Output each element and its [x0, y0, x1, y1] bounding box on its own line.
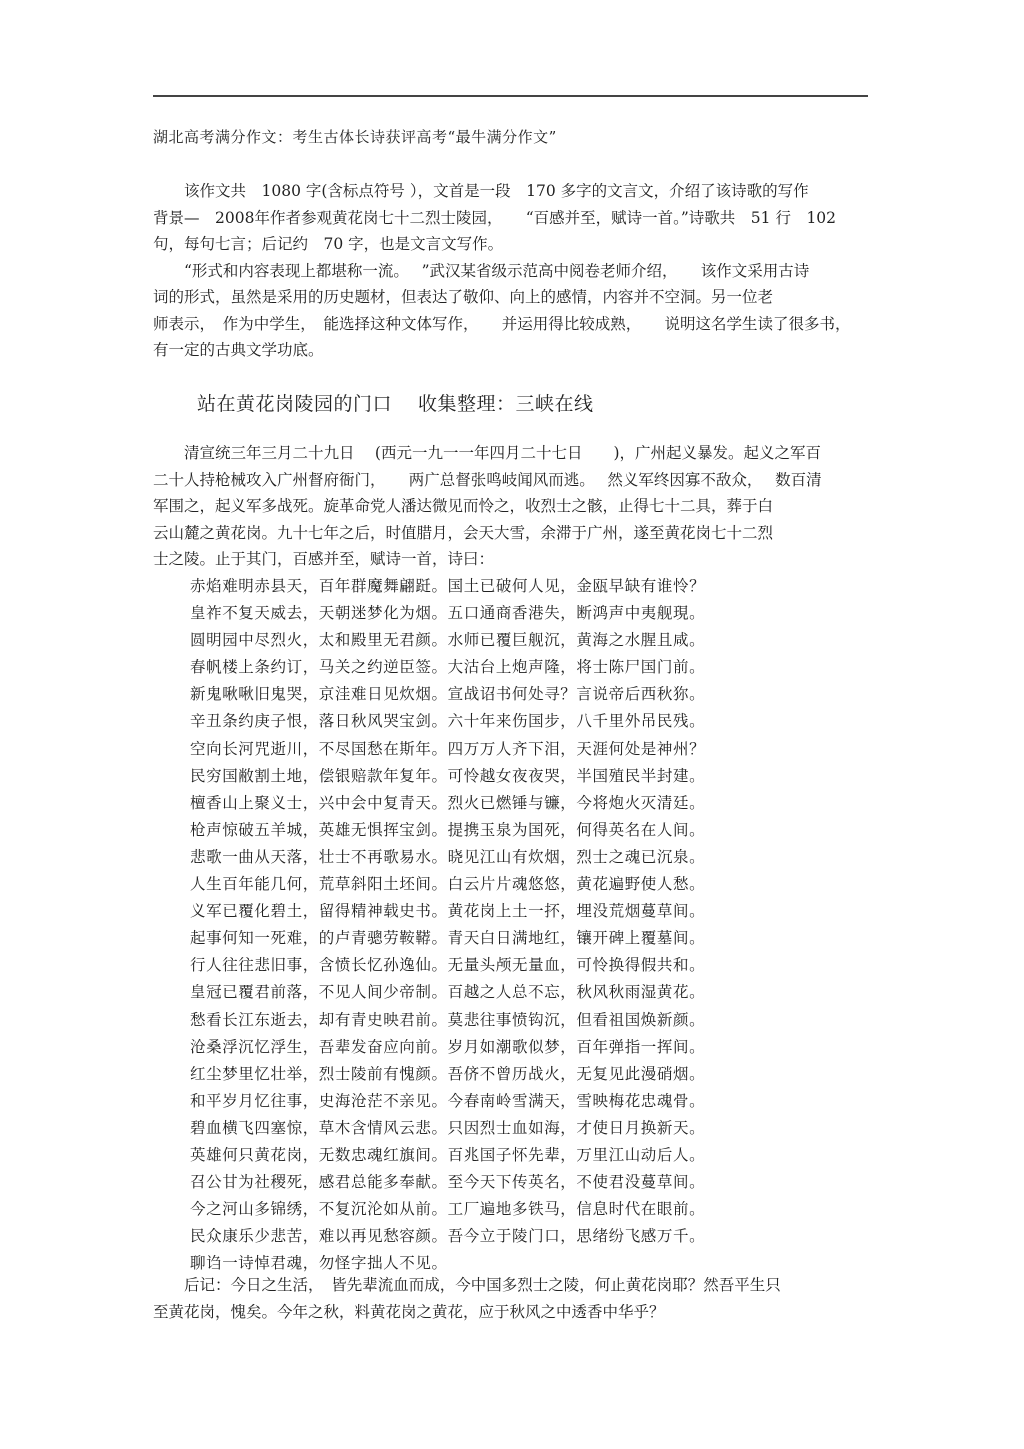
- text-line: 云山麓之黄花岗。九十七年之后，时值腊月，会天大雪，余滞于广州，遂至黄花岗七十二烈: [153, 523, 774, 542]
- document-title: 湖北高考满分作文：考生古体长诗获评高考“最牛满分作文”: [153, 128, 557, 146]
- text-line: 军围之，起义军多战死。旋革命党人潘达微见而怜之，收烈士之骸，止得七十二具，葬于白: [153, 497, 774, 516]
- poem-line: 碧血横飞四塞惊，草木含情风云悲。只因烈士血如海，才使日月换新天。: [190, 1118, 706, 1137]
- poem-line: 悲歌一曲从天落，壮士不再歌易水。晓见江山有炊烟，烈士之魂已沉泉。: [190, 847, 706, 866]
- text-line: 句，每句七言；后记约 70 字，也是文言文写作。: [153, 235, 504, 253]
- poem-line: 民穷国敝割土地，偿银赔款年复年。可怜越女夜夜哭，半国殖民半封建。: [190, 766, 706, 785]
- poem-line: 春帆楼上条约订，马关之约逆臣签。大沽台上炮声隆，将士陈尸国门前。: [190, 658, 706, 677]
- poem-line: 红尘梦里忆壮举，烈士陵前有愧颜。吾侪不曾历战火，无复见此漫硝烟。: [190, 1064, 706, 1083]
- poem-line: 和平岁月忆往事，史海沧茫不亲见。今春南岭雪满天，雪映梅花忠魂骨。: [190, 1091, 706, 1110]
- poem-line: 空向长河咒逝川，不尽国愁在斯年。四万万人齐下泪，天涯何处是神州？: [190, 739, 706, 758]
- text-line: 有一定的古典文学功底。: [153, 341, 324, 359]
- text-line: 师表示， 作为中学生， 能选择这种文体写作， 并运用得比较成熟， 说明这名学生读了很多书，: [153, 314, 851, 333]
- poem-line: 辛丑条约庚子恨，落日秋风哭宝剑。六十年来伤国步，八千里外吊民残。: [190, 712, 706, 731]
- text-line: 士之陵。止于其门，百感并至，赋诗一首，诗曰：: [153, 550, 495, 569]
- text-line: 二十人持枪械攻入广州督府衙门， 两广总督张鸣岐闻风而逃。 然义军终因寡不敌众， 数百清: [153, 470, 822, 489]
- poem-line: 今之河山多锦绣，不复沉沦如从前。工厂遍地多铁马，信息时代在眼前。: [190, 1200, 706, 1219]
- text-line: 背景— 2008年作者参观黄花岗七十二烈士陵园， “百感并至，赋诗一首。”诗歌共 51 行 102: [153, 208, 837, 227]
- poem-line: 起事何知一死难，的卢青骢劳鞍鞯。青天白日满地红，镶开碑上覆墓间。: [190, 929, 706, 948]
- text-line: 词的形式，虽然是采用的历史题材，但表达了敬仰、向上的感情，内容并不空洞。另一位老: [153, 288, 774, 306]
- text-line: 至黄花岗，愧矣。今年之秋，料黄花岗之黄花，应于秋风之中透香中华乎？: [153, 1303, 665, 1321]
- poem-heading: 站在黄花岗陵园的门口 收集整理：三峡在线: [197, 393, 594, 415]
- poem-line: 檀香山上聚义士，兴中会中复青天。烈火已燃锤与镰，今将炮火灭清廷。: [190, 793, 706, 812]
- poem-line: 新鬼啾啾旧鬼哭，京洼难日见炊烟。宣战诏书何处寻？言说帝后西秋狝。: [190, 685, 706, 704]
- poem-body: [190, 573, 705, 1277]
- poem-line: 聊诌一诗悼君魂，勿怪字拙人不见。: [190, 1254, 448, 1273]
- poem-line: 人生百年能几何，荒草斜阳土坯间。白云片片魂悠悠，黄花遍野使人愁。: [190, 875, 706, 894]
- poem-line: 英雄何只黄花岗，无数忠魂红旗间。百兆国子怀先辈，万里江山动后人。: [190, 1145, 706, 1164]
- poem-line: 圆明园中尽烈火，太和殿里无君颜。水师已覆巨舰沉，黄海之水腥且咸。: [190, 631, 706, 650]
- intro-section: [153, 178, 873, 364]
- text-line: “形式和内容表现上都堪称一流。 ”武汉某省级示范高中阅卷老师介绍， 该作文采用古诗: [153, 261, 810, 280]
- preface-section: [153, 440, 873, 573]
- postscript-section: [153, 1272, 873, 1326]
- text-line: 清宣统三年三月二十九日 (西元一九一一年四月二十七日 )，广州起义暴发。起义之军百: [153, 444, 822, 462]
- poem-line: 赤焰难明赤县天，百年群魔舞翩跹。国土已破何人见，金瓯早缺有谁怜？: [190, 577, 706, 595]
- poem-line: 枪声惊破五羊城，英雄无惧挥宝剑。提携玉泉为国死，何得英名在人间。: [190, 820, 706, 839]
- poem-line: 愁看长江东逝去，却有青史映君前。莫悲往事愤钩沉，但看祖国焕新颜。: [190, 1010, 706, 1029]
- poem-line: 民众康乐少悲苦，难以再见愁容颜。吾今立于陵门口，思绪纷飞感万千。: [190, 1227, 706, 1246]
- header-rule: [153, 95, 868, 97]
- poem-line: 皇冠已覆君前落，不见人间少帝制。百越之人总不忘，秋风秋雨湿黄花。: [190, 983, 706, 1002]
- poem-line: 皇祚不复天威去，天朝迷梦化为烟。五口通商香港失，断鸿声中夷舰現。: [190, 604, 706, 623]
- text-line: 后记：今日之生活， 皆先辈流血而成，今中国多烈士之陵，何止黄花岗耶？然吾平生只: [153, 1276, 781, 1294]
- poem-line: 沧桑浮沉忆浮生，吾辈发奋应向前。岁月如潮歌似梦，百年弹指一挥间。: [190, 1037, 706, 1056]
- text-line: 该作文共 1080 字(含标点符号 ），文首是一段 170 多字的文言文，介绍了该诗歌的写作: [153, 182, 809, 200]
- poem-line: 义军已覆化碧土，留得精神载史书。黄花岗上土一抔，埋没荒烟蔓草间。: [190, 902, 706, 921]
- poem-line: 行人往往悲旧事，含愤长忆孙逸仙。无量头颅无量血，可怜换得假共和。: [190, 956, 706, 975]
- poem-line: 召公甘为社稷死，感君总能多奉献。至今天下传英名，不使君没蔓草间。: [190, 1173, 706, 1192]
